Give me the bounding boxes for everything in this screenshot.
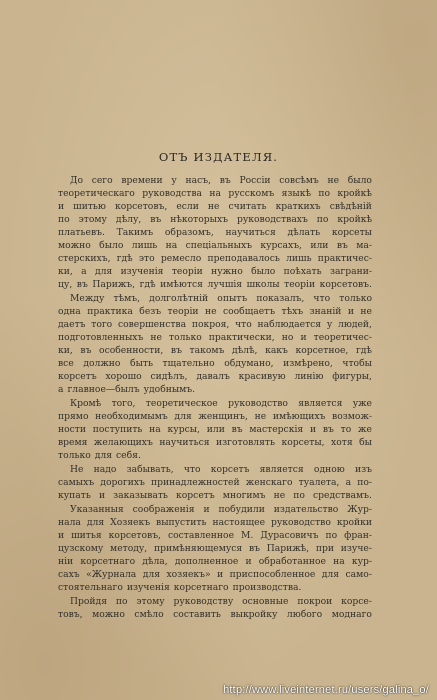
text-line: даетъ того совершенства покроя, что наблюдается у людей, — [58, 319, 372, 330]
text-line: все должно быть тщательно обдумано, измѣрено, чтобы — [58, 358, 372, 369]
text-line: ніи корсетнаго дѣла, дополненное и обработанное на кур- — [58, 556, 372, 567]
text-line: корсетъ хорошо сидѣлъ, давалъ красивую линію фигуры, — [58, 371, 372, 382]
text-line: платьевъ. Такимъ образомъ, научиться дѣлать корсеты — [58, 227, 372, 238]
watermark-url: http://www.liveinternet.ru/users/galina_o/ — [223, 684, 429, 696]
text-line: купать и заказывать корсетъ многимъ не по средствамъ. — [58, 490, 372, 501]
text-line: Не надо забывать, что корсетъ является одною изъ — [70, 464, 372, 475]
text-line: и шитью корсетовъ, если не считать краткихъ свѣдѣній — [58, 201, 372, 212]
text-line: ки, а для изученія теоріи нужно было поѣхать заграни- — [58, 266, 372, 277]
text-line: и шитья корсетовъ, составленное М. Дурасовичъ по фран- — [58, 530, 372, 541]
text-line: сахъ «Журнала для хозяекъ» и приспособленное для само- — [58, 569, 372, 580]
text-line: теоретическаго руководства на русскомъ языкѣ по кройкѣ — [58, 188, 372, 199]
body-text — [58, 174, 372, 621]
text-line: стерскихъ, гдѣ это ремесло преподавалось лишь практичес- — [58, 253, 372, 264]
text-line: товъ, можно смѣло составить выкройку любого моднаго — [58, 609, 372, 620]
text-line: Кромѣ того, теоретическое руководство является уже — [70, 398, 372, 409]
page-heading: ОТЪ ИЗДАТЕЛЯ. — [158, 150, 279, 164]
text-line: по этому дѣлу, въ нѣкоторыхъ руководствахъ по кройкѣ — [58, 214, 372, 225]
text-line: Пройдя по этому руководству основные покрои корсе- — [70, 596, 372, 607]
text-line: можно было лишь на спеціальныхъ курсахъ, или въ ма- — [58, 240, 372, 251]
text-line: подготовленныхъ не только практически, но и теоретичес- — [58, 332, 372, 343]
text-line: только для себя. — [58, 450, 141, 461]
text-line: прямо необходимымъ для женщинъ, не имѣющихъ возмож- — [58, 411, 372, 422]
text-line: До сего времени у насъ, въ Россіи совсѣмъ не было — [70, 175, 372, 186]
text-line: стоятельнаго изученія корсетнаго производства. — [58, 582, 302, 593]
text-line: Между тѣмъ, долголѣтній опытъ показалъ, что только — [70, 293, 372, 304]
text-line: цузскому методу, примѣняющемуся въ Парижѣ, при изуче- — [58, 543, 372, 554]
text-line: цу, въ Парижъ, гдѣ имѣются лучшія школы теоріи корсетовъ. — [58, 279, 372, 290]
text-line: ности поступить на курсы, или въ мастерскія и въ то же — [58, 424, 372, 435]
text-line: Указанныя соображенія и побудили издательство Жур- — [70, 504, 372, 515]
text-line: одна практика безъ теоріи не сообщаетъ тѣхъ знаній и не — [58, 306, 372, 317]
text-line: время желающихъ научиться изготовлять корсеты, хотя бы — [58, 437, 372, 448]
text-line: а главное—былъ удобнымъ. — [58, 384, 196, 395]
text-line: нала для Хозяекъ выпустить настоящее руководство кройки — [58, 517, 372, 528]
text-line: самыхъ дорогихъ принадлежностей женскаго туалета, а по- — [58, 477, 372, 488]
text-line: ки, въ особенности, въ такомъ дѣлѣ, какъ корсетное, гдѣ — [58, 345, 372, 356]
